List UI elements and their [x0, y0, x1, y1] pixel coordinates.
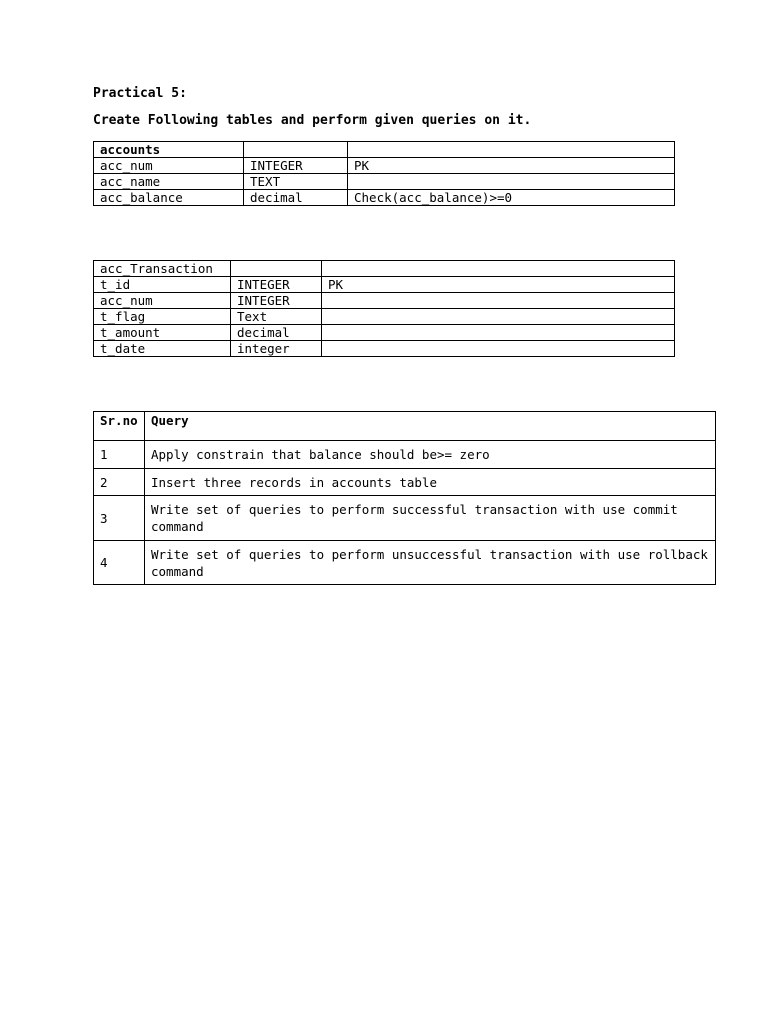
column-name-cell: acc_num: [94, 293, 231, 309]
accounts-schema-table: [93, 141, 675, 206]
instruction-text: Create Following tables and perform given queries on it.: [93, 113, 532, 128]
sr-no-cell: 3: [94, 496, 145, 541]
column-name-cell: t_date: [94, 341, 231, 357]
sr-no-cell: 4: [94, 541, 145, 585]
table-row: [94, 158, 675, 174]
query-cell: Write set of queries to perform successful transaction with use commit command: [145, 496, 716, 541]
transaction-schema-table: [93, 260, 675, 357]
column-name-cell: t_amount: [94, 325, 231, 341]
table-cell: [322, 261, 675, 277]
column-constraint-cell: PK: [348, 158, 675, 174]
column-type-cell: integer: [231, 341, 322, 357]
column-type-cell: INTEGER: [231, 277, 322, 293]
query-header: Query: [145, 412, 716, 441]
column-type-cell: TEXT: [244, 174, 348, 190]
table-header-row: [94, 261, 675, 277]
column-constraint-cell: Check(acc_balance)>=0: [348, 190, 675, 206]
table-cell: [348, 142, 675, 158]
table-row: [94, 309, 675, 325]
query-cell: Insert three records in accounts table: [145, 469, 716, 496]
table-row: [94, 469, 716, 496]
column-type-cell: INTEGER: [244, 158, 348, 174]
column-type-cell: decimal: [231, 325, 322, 341]
table-name-cell: acc_Transaction: [94, 261, 231, 277]
table-row: [94, 441, 716, 469]
table-name-cell: accounts: [94, 142, 244, 158]
table-row: [94, 190, 675, 206]
table-header-row: [94, 412, 716, 441]
table-cell: [231, 261, 322, 277]
table-row: [94, 174, 675, 190]
table-row: [94, 541, 716, 585]
column-type-cell: decimal: [244, 190, 348, 206]
table-row: [94, 293, 675, 309]
query-table: [93, 411, 716, 585]
query-cell: Apply constrain that balance should be>= zero: [145, 441, 716, 469]
table-row: [94, 496, 716, 541]
query-cell: Write set of queries to perform unsuccessful transaction with use rollback command: [145, 541, 716, 585]
page-title: Practical 5:: [93, 86, 187, 101]
sr-no-cell: 2: [94, 469, 145, 496]
column-name-cell: t_flag: [94, 309, 231, 325]
sr-no-cell: 1: [94, 441, 145, 469]
column-name-cell: acc_name: [94, 174, 244, 190]
table-header-row: [94, 142, 675, 158]
column-constraint-cell: PK: [322, 277, 675, 293]
table-row: [94, 277, 675, 293]
table-row: [94, 325, 675, 341]
column-type-cell: INTEGER: [231, 293, 322, 309]
column-constraint-cell: [322, 325, 675, 341]
column-name-cell: acc_balance: [94, 190, 244, 206]
column-name-cell: t_id: [94, 277, 231, 293]
column-constraint-cell: [322, 293, 675, 309]
table-row: [94, 341, 675, 357]
table-cell: [244, 142, 348, 158]
sr-no-header: Sr.no: [94, 412, 145, 441]
column-constraint-cell: [322, 309, 675, 325]
column-constraint-cell: [348, 174, 675, 190]
column-name-cell: acc_num: [94, 158, 244, 174]
column-constraint-cell: [322, 341, 675, 357]
column-type-cell: Text: [231, 309, 322, 325]
